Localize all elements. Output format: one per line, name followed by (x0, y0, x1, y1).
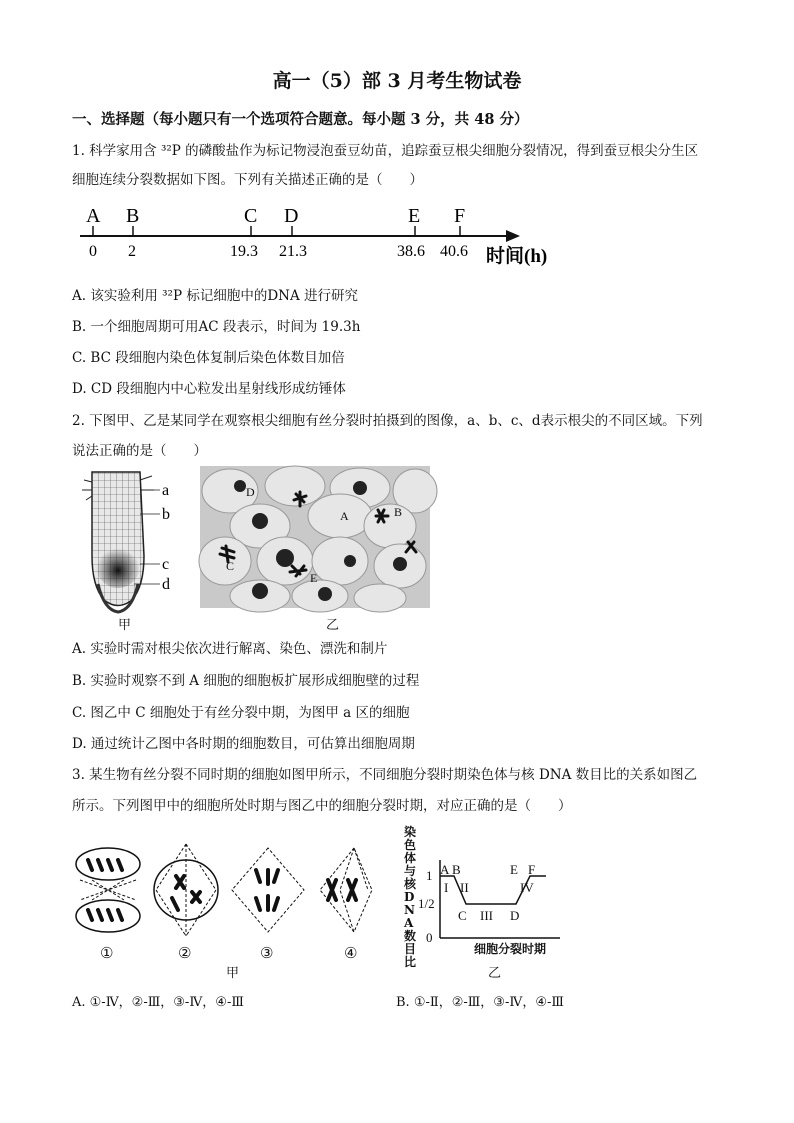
timeline-unit: 时间(h) (486, 246, 548, 267)
point-value-A: 0 (89, 243, 97, 260)
q2-option-c: C. 图乙中 C 细胞处于有丝分裂中期，为图甲 a 区的细胞 (72, 705, 410, 721)
graph-point-D: D (510, 908, 520, 923)
cell-number-3: ③ (260, 944, 274, 962)
graph-point-E: E (510, 862, 518, 877)
region-label-c: c (162, 556, 170, 573)
cell-number-4: ④ (344, 944, 358, 962)
region-label-d: d (162, 576, 170, 593)
point-label-B: B (126, 205, 140, 227)
stage-label-3: III (480, 908, 493, 923)
q3-option-a: A. ①-Ⅳ，②-Ⅲ，③-Ⅳ，④-Ⅲ (72, 995, 244, 1010)
point-value-C: 19.3 (230, 243, 258, 260)
q2-stem-line1: 2. 下图甲、乙是某同学在观察根尖细胞有丝分裂时拍摄到的图像，a、b、c、d表示根尖的不同区域。下列 (72, 413, 703, 429)
q3-stem-line1: 3. 某生物有丝分裂不同时期的细胞如图甲所示，不同细胞分裂时期染色体与核 DNA 数目比的关系如图乙 (72, 767, 698, 783)
cell-label-C: C (226, 559, 235, 573)
q3-graph-ylabel: 染色体与核DNA数目比 (404, 825, 417, 969)
stage-label-4: IV (520, 880, 534, 895)
q3-graph-xlabel: 细胞分裂时期 (474, 942, 547, 956)
q2-option-a: A. 实验时需对根尖依次进行解离、染色、漂洗和制片 (72, 641, 388, 657)
point-label-C: C (244, 205, 258, 227)
q3-fig-yi-caption: 乙 (488, 966, 502, 981)
q1-option-c: C. BC 段细胞内染色体复制后染色体数目加倍 (72, 350, 345, 366)
page-title: 高一（5）部 3 月考生物试卷 (272, 70, 522, 92)
cell-number-1: ① (100, 944, 114, 962)
q2-option-b: B. 实验时观察不到 A 细胞的细胞板扩展形成细胞壁的过程 (72, 673, 420, 689)
point-value-D: 21.3 (279, 243, 307, 260)
q3-stem-line2: 所示。下列图甲中的细胞所处时期与图乙中的细胞分裂时期，对应正确的是（ ） (72, 798, 572, 814)
cell1-bottom (76, 900, 140, 932)
graph-point-F: F (528, 862, 536, 877)
q1-stem-line2: 细胞连续分裂数据如下图。下列有关描述正确的是（ ） (72, 172, 423, 188)
q3-fig-jia-caption: 甲 (226, 966, 240, 981)
meristem-region (96, 544, 140, 588)
point-label-A: A (86, 205, 101, 227)
q1-timeline-figure (74, 198, 574, 274)
q1-option-a: A. 该实验利用 ³²P 标记细胞中的DNA 进行研究 (72, 288, 358, 304)
q2-fig-yi-caption: 乙 (326, 618, 340, 633)
stage-label-1: I (444, 880, 449, 895)
point-value-E: 38.6 (397, 243, 425, 260)
cell-label-E: E (310, 571, 318, 585)
q2-stem-line2: 说法正确的是（ ） (72, 443, 207, 459)
q1-option-d: D. CD 段细胞内中心粒发出星射线形成纺锤体 (72, 381, 346, 397)
q1-option-b: B. 一个细胞周期可用AC 段表示，时间为 19.3h (72, 319, 361, 335)
graph-point-C: C (458, 908, 467, 923)
section-heading: 一、选择题（每小题只有一个选项符合题意。每小题 3 分，共 48 分） (72, 111, 529, 128)
ytick-0: 0 (426, 930, 433, 945)
micrograph-figure (200, 466, 430, 608)
point-label-D: D (284, 205, 299, 227)
ytick-1: 1 (426, 868, 433, 883)
cell3 (232, 848, 304, 932)
cell4 (320, 848, 372, 932)
cell-label-A: A (340, 509, 349, 523)
q1-stem-line1: 1. 科学家用含 ³²P 的磷酸盐作为标记物浸泡蚕豆幼苗，追踪蚕豆根尖细胞分裂情况，得到蚕豆根尖分生区 (72, 143, 699, 159)
graph-point-B: B (452, 862, 461, 877)
point-label-E: E (408, 205, 421, 227)
point-label-F: F (454, 205, 466, 227)
region-label-a: a (162, 482, 170, 499)
q2-option-d: D. 通过统计乙图中各时期的细胞数目，可估算出细胞周期 (72, 736, 415, 752)
stage-label-2: II (460, 880, 469, 895)
point-value-B: 2 (128, 243, 136, 260)
region-label-b: b (162, 506, 170, 523)
graph-point-A: A (440, 862, 450, 877)
point-value-F: 40.6 (440, 243, 468, 260)
q2-fig-jia-caption: 甲 (118, 618, 132, 633)
q3-option-b: B. ①-Ⅱ，②-Ⅲ，③-Ⅳ，④-Ⅲ (396, 995, 564, 1010)
root-tip-figure (74, 466, 184, 631)
timeline-arrow (506, 230, 520, 242)
ytick-half: 1/2 (418, 896, 435, 911)
cell-number-2: ② (178, 944, 192, 962)
cell-label-D: D (246, 485, 255, 499)
cell-division-figure (72, 840, 372, 980)
cell-label-B: B (394, 505, 403, 519)
